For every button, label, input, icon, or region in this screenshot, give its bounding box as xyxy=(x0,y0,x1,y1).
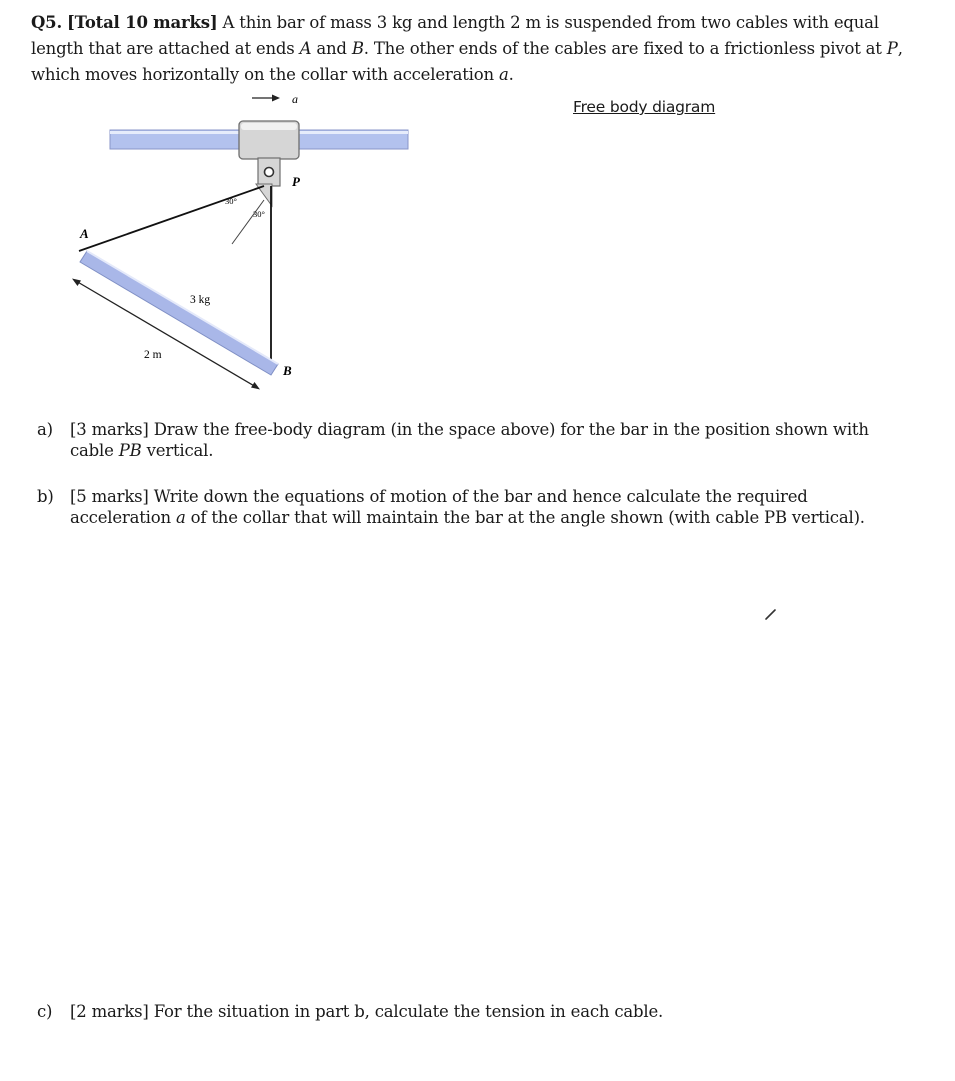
part-a-line-2 xyxy=(70,440,910,461)
bar xyxy=(80,251,278,375)
part-b-line-2 xyxy=(70,507,910,528)
part-b-line-1: [5 marks] Write down the equations of motion of the bar and hence calculate the required xyxy=(70,487,808,506)
part-c-label: c) xyxy=(37,1002,53,1021)
question-text-comma: , xyxy=(897,39,903,58)
part-a-text xyxy=(70,419,910,461)
part-a-line-2-pre: cable xyxy=(70,441,119,460)
part-b-text xyxy=(70,486,910,528)
part-b-line-2-post: of the collar that will maintain the bar at the angle shown (with cable PB vertical). xyxy=(185,508,865,527)
end-b-label: B xyxy=(283,363,292,378)
question-text-1: A thin bar of mass 3 kg and length 2 m is suspended from two cables with equal xyxy=(222,13,879,32)
part-b-line-2-pre: acceleration xyxy=(70,508,176,527)
angle-label-left: 30° xyxy=(225,196,237,206)
part-c-line-1: [2 marks] For the situation in part b, calculate the tension in each cable. xyxy=(70,1002,664,1021)
stray-pen-mark xyxy=(764,607,778,621)
length-label: 2 m xyxy=(144,349,162,361)
question-italic-P: P xyxy=(886,39,898,58)
part-b-line-2-italic: a xyxy=(175,508,186,527)
acceleration-arrow xyxy=(252,95,280,102)
part-a-line-1: [3 marks] Draw the free-body diagram (in the space above) for the bar in the position shown with xyxy=(70,420,869,439)
question-line-2 xyxy=(31,36,921,62)
question-marks: [Total 10 marks] xyxy=(67,13,218,32)
question-text-period: . xyxy=(508,65,514,84)
question-text-2: length that are attached at ends xyxy=(31,39,300,58)
angle-indicator-line xyxy=(232,200,264,244)
part-a-line-2-post: vertical. xyxy=(141,441,214,460)
question-header xyxy=(31,10,921,88)
length-dimension-arrow xyxy=(72,279,260,390)
question-line-1 xyxy=(31,10,921,36)
part-c-text xyxy=(70,1001,910,1022)
end-a-label: A xyxy=(80,226,89,241)
question-italic-A: A xyxy=(299,39,312,58)
question-italic-a: a xyxy=(498,65,509,84)
accel-label: a xyxy=(292,92,298,106)
collar-highlight xyxy=(241,123,297,130)
free-body-diagram-label: Free body diagram xyxy=(573,98,716,116)
question-number: Q5. xyxy=(31,13,62,32)
pivot-pin xyxy=(265,168,274,177)
part-b-label: b) xyxy=(37,487,54,506)
question-text-and: and xyxy=(311,39,352,58)
question-text-3: which moves horizontally on the collar with acceleration xyxy=(31,65,499,84)
part-a-label: a) xyxy=(37,420,53,439)
question-line-3 xyxy=(31,62,921,88)
part-a-line-2-italic: PB xyxy=(118,441,142,460)
question-text-2b: . The other ends of the cables are fixed to a frictionless pivot at xyxy=(363,39,887,58)
pivot-label: P xyxy=(292,174,300,189)
question-italic-B: B xyxy=(351,39,364,58)
bar-suspension-diagram xyxy=(60,88,440,398)
angle-label-right: 30° xyxy=(253,209,265,219)
mass-label: 3 kg xyxy=(190,294,211,306)
